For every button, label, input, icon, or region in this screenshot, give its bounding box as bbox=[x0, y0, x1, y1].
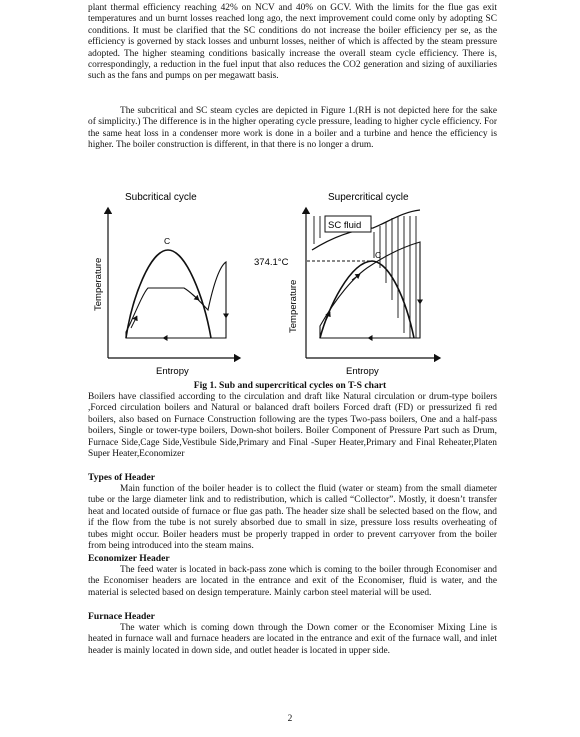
paragraph-furnace: The water which is coming down through the Down comer or the Economiser Mixing Line is heated in furnace wall and furnace headers are located in the entrance and exit of the furnace wall, and inlet header is mainly located in down side, and outlet header is located in upper side. bbox=[88, 623, 497, 656]
heading-furnace-header: Furnace Header bbox=[88, 611, 155, 622]
subcritical-cycle-loop bbox=[126, 262, 226, 338]
supercritical-title: Supercritical cycle bbox=[328, 192, 409, 203]
heading-economizer-header: Economizer Header bbox=[88, 553, 170, 564]
paragraph-economizer: The feed water is located in back-pass zone which is coming to the boiler through Economiser and the Economiser headers are located in the entrance and exit of the Economiser, fluid is water, and the material is selected based on design temperature. Mainly carbon steel material will be used. bbox=[88, 565, 497, 598]
subcritical-saturation-dome bbox=[126, 250, 211, 338]
supercritical-cycle-loop bbox=[320, 242, 420, 338]
ts-chart-figure bbox=[88, 188, 497, 378]
sc-fluid-hatching bbox=[314, 216, 416, 338]
left-x-axis-label: Entropy bbox=[156, 366, 189, 377]
supercritical-heating-arrow bbox=[352, 274, 360, 280]
subcritical-pump-arrow bbox=[131, 316, 137, 328]
paragraph-sc-efficiency: plant thermal efficiency reaching 42% on NCV and 40% on GCV. With the limits for the flue gas exit temperatures and un burnt losses reached long ago, the next improvement could come only by adopting SC conditions. It must be clarified that the SC conditions do not increase the boiler efficiency per se, as the efficiency is governed by stack losses and unburnt losses, neither of which is affected by the steam pressure adopted. The higher steaming conditions basically increase the overall steam cycle efficiency. There is, correspondingly, a reduction in the fuel input that also reduces the CO2 generation and sizing of auxiliaries such as the fans and pumps on per megawatt basis. bbox=[88, 3, 497, 82]
subcritical-critical-point-label: C bbox=[164, 236, 171, 246]
critical-temperature-label: 374.1°C bbox=[254, 257, 289, 268]
left-y-axis-label: Temperature bbox=[93, 257, 104, 311]
paragraph-boiler-classification: Boilers have classified according to the circulation and draft like Natural circulation or drum-type boilers ,Forced circulation boilers and Natural or balanced draft boilers Forced draft (FD) or pressurized fi red boilers, also based on Furnace Construction following are the types Two-pass boilers, One and a half-pass boilers, Single or tower-type boilers, Down-shot boilers. Boiler Component of Pressure Part such as Drum, Furnace Side,Cage Side,Vestibule Side,Primary and Final -Super Heater,Primary and Final Reheater,Platen Super Heater,Economizer bbox=[88, 392, 497, 460]
figure-caption: Fig 1. Sub and supercritical cycles on T-S chart bbox=[193, 380, 387, 391]
supercritical-saturation-dome bbox=[320, 261, 414, 338]
subcritical-title: Subcritical cycle bbox=[125, 192, 197, 203]
paragraph-steam-cycles: The subcritical and SC steam cycles are depicted in Figure 1.(RH is not depicted here for the sake of simplicity.) The difference is in the higher operating cycle pressure, leading to higher cycle efficiency. For the same heat loss in a condenser more work is done in a boiler and a turbine and hence the efficiency is higher. The boiler construction is different, in that there is no longer a drum. bbox=[88, 106, 497, 151]
subcritical-heating-arrow bbox=[192, 294, 199, 300]
right-x-axis-label: Entropy bbox=[346, 366, 379, 377]
sc-fluid-label: SC fluid bbox=[328, 220, 362, 231]
supercritical-critical-point-label: C bbox=[375, 250, 382, 260]
right-y-axis-label: Temperature bbox=[288, 279, 299, 333]
heading-types-of-header: Types of Header bbox=[88, 472, 155, 483]
page-number: 2 bbox=[287, 714, 293, 724]
paragraph-header-function: Main function of the boiler header is to collect the fluid (water or steam) from the small diameter tube or the large diameter link and to redistribution, which is called “Collector”. Mostly, it doesn’t transfer heat and located outside of furnace or flue gas path. The header size shall be selected based on the flow, and if the flow from the tube is not surely absorbed due to small in size, pressure loss results overheating of tubes might occur. Boiler headers must be properly trapped in order to prevent carryover from the boiler from being introduced into the steam mains. bbox=[88, 484, 497, 552]
